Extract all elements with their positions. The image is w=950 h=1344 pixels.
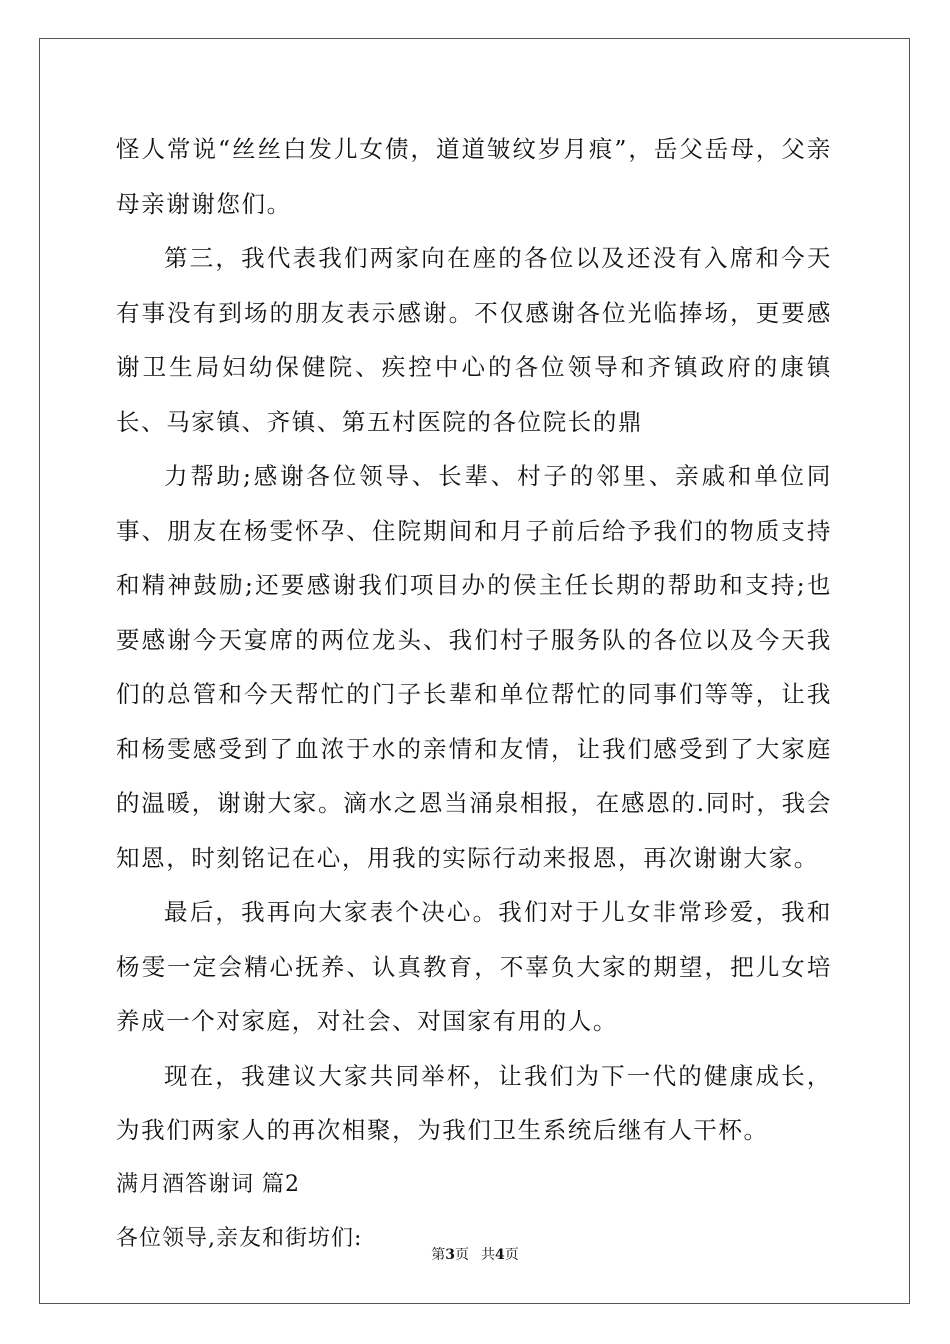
total-pages: 4 (495, 1247, 505, 1263)
total-suffix: 页 (504, 1247, 519, 1263)
paragraph-2: 第三，我代表我们两家向在座的各位以及还没有入席和今天有事没有到场的朋友表示感谢。不仅感谢各位光临捧场，更要感谢卫生局妇幼保健院、疾控中心的各位领导和齐镇政府的康镇长、马家镇、齐镇、第五村医院的各位院长的鼎 (116, 244, 832, 436)
paragraph-1: 怪人常说“丝丝白发儿女债，道道皱纹岁月痕”，岳父岳母，父亲母亲谢谢您们。 (116, 135, 832, 218)
salutation: 各位领导,亲友和街坊们: (116, 1226, 363, 1251)
section-heading: 满月酒答谢词 篇2 (116, 1171, 300, 1197)
page-footer (0, 1244, 950, 1264)
document-body (116, 122, 832, 1267)
paragraph-3: 力帮助;感谢各位领导、长辈、村子的邻里、亲戚和单位同事、朋友在杨雯怀孕、住院期间和月子前后给予我们的物质支持和精神鼓励;还要感谢我们项目办的侯主任长期的帮助和支持;也要感谢今天宴席的两位龙头、我们村子服务队的各位以及今天我们的总管和今天帮忙的门子长辈和单位帮忙的同事们等等，让我和杨雯感受到了血浓于水的亲情和友情，让我们感受到了大家庭的温暖，谢谢大家。滴水之恩当涌泉相报，在感恩的.同时，我会知恩，时刻铭记在心，用我的实际行动来报恩，再次谢谢大家。 (116, 462, 832, 872)
paragraph-4: 最后，我再向大家表个决心。我们对于儿女非常珍爱，我和杨雯一定会精心抚养、认真教育，不辜负大家的期望，把儿女培养成一个对家庭，对社会、对国家有用的人。 (116, 898, 832, 1035)
page-prefix: 第 (431, 1247, 446, 1263)
page-number: 3 (445, 1247, 455, 1263)
total-prefix: 共 (481, 1247, 495, 1263)
paragraph-5: 现在，我建议大家共同举杯，让我们为下一代的健康成长，为我们两家人的再次相聚，为我们卫生系统后继有人干杯。 (116, 1061, 832, 1144)
page-suffix: 页 (455, 1247, 469, 1263)
